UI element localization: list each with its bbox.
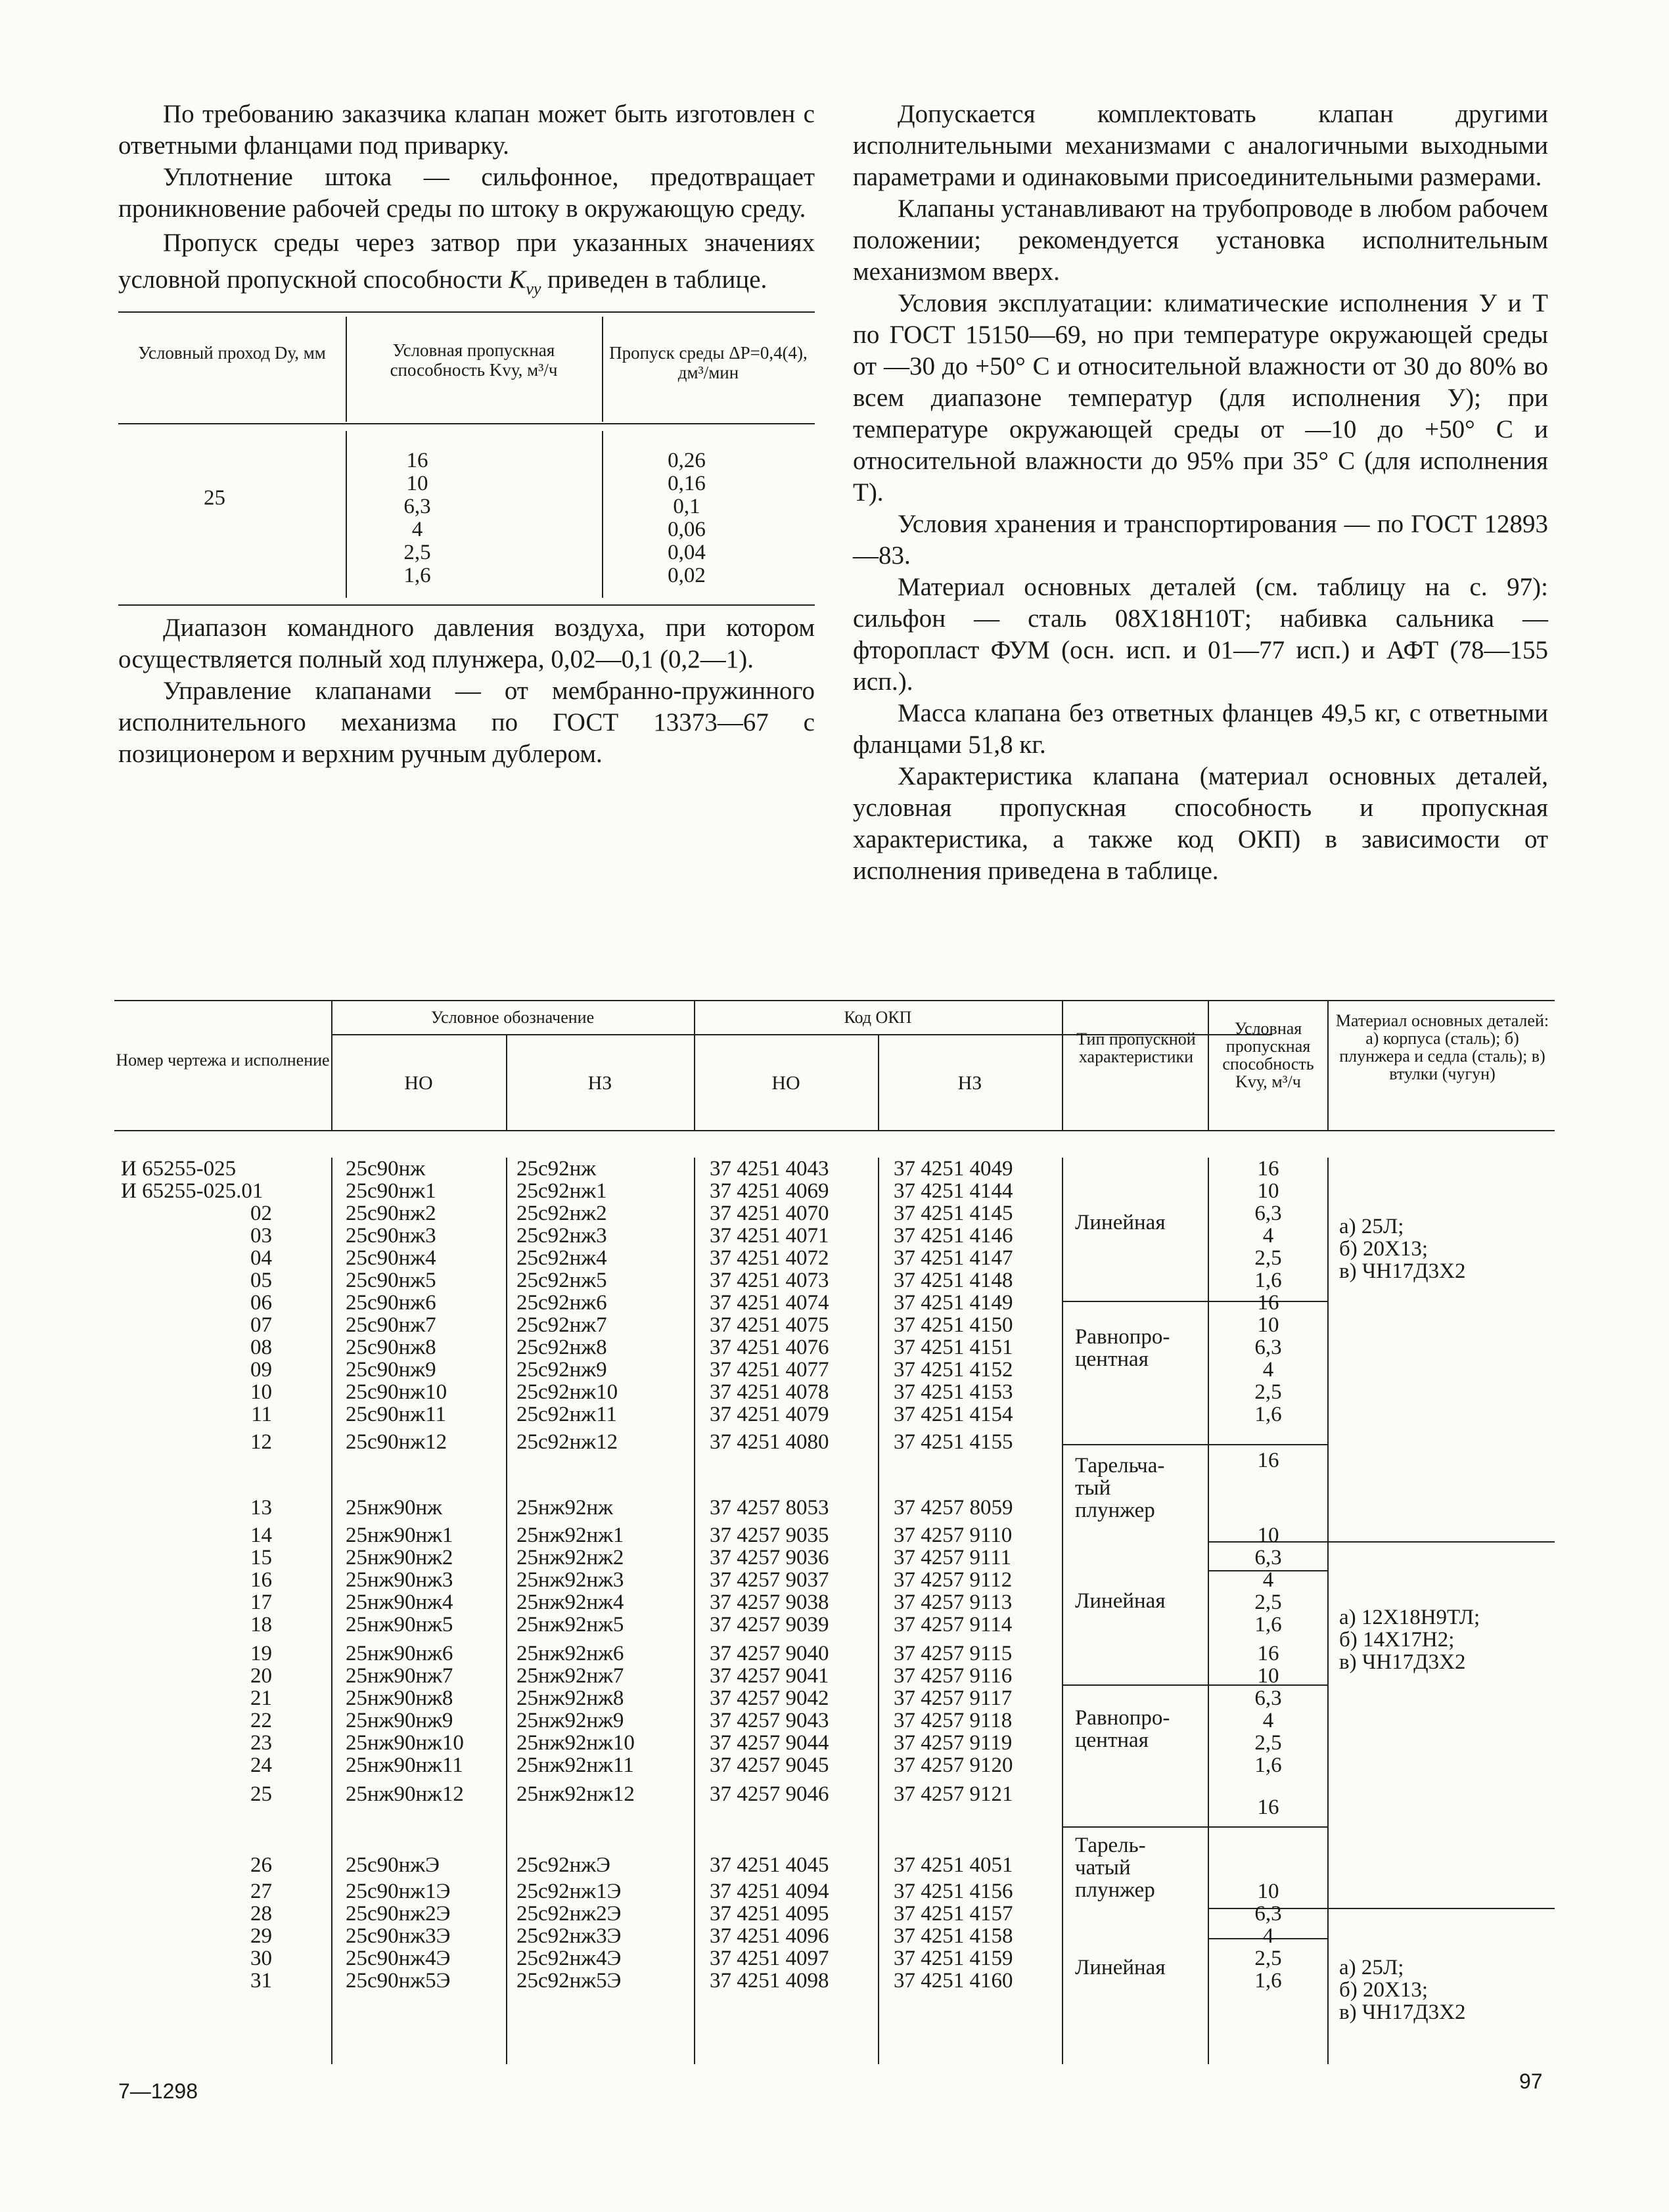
leak-value: 0,16 [668,472,706,495]
designation-no: 25с90нж [346,1157,426,1181]
drawing-number: 29 [250,1924,272,1948]
header-dy: Условный проход Dу, мм [138,343,326,363]
okp-nz: 37 4257 9110 [894,1524,1013,1547]
type-plate-plunger: Тарель- чатый плунжер [1075,1834,1155,1902]
drawing-number: 27 [250,1880,272,1903]
leak-value: 0,1 [673,495,700,518]
kvy-value: 6,3 [1254,1202,1282,1225]
designation-nz: 25с92нж1Э [516,1880,622,1903]
paragraph: Характеристика клапана (материал основных деталей, условная пропускная способность и пропускная характеристика, а также код ОКП) в зависимости от исполнения приведена в таблице. [853,762,1548,885]
type-equal-percentage: Равнопро- центная [1075,1325,1170,1371]
header-leak: Пропуск среды ΔP=0,4(4), дм³/мин [609,343,808,382]
designation-nz: 25нж92нж6 [516,1642,624,1665]
paragraph: Условия хранения и транспортирования — по ГОСТ 12893—83. [853,510,1548,570]
okp-no: 37 4251 4094 [710,1880,829,1903]
material-line: б) 20Х13; [1339,1237,1429,1261]
designation-no: 25нж90нж7 [346,1664,453,1688]
designation-no: 25с90нж1Э [346,1880,451,1903]
designation-no: 25нж90нж5 [346,1613,453,1636]
paragraph: По требованию заказчика клапан может быть изготовлен с ответными фланцами под приварку. [118,100,815,160]
okp-no: 37 4251 4080 [710,1430,829,1454]
kvy-value: 1,6 [403,564,431,587]
drawing-number: 22 [250,1709,272,1732]
material-group-3 [1339,1956,1465,2023]
kvy-value: 10 [1257,1313,1279,1337]
designation-no: 25с90нж6 [346,1291,436,1315]
kvy-value: 10 [1257,1664,1279,1688]
okp-no: 37 4257 9042 [710,1686,829,1710]
table-row [114,1854,1555,1876]
designation-nz: 25с92нж4 [516,1246,607,1270]
kvy-value: 1,6 [1254,1613,1282,1636]
designation-no: 25с90нж2 [346,1202,436,1225]
designation-no: 25нж90нж1 [346,1524,453,1547]
paragraph: Диапазон командного давления воздуха, при котором осуществляется полный ход плунжера, 0,02—0,1 (0,2—1). [118,614,815,673]
kvy-value: 16 [1257,1157,1279,1181]
okp-no: 37 4257 9045 [710,1753,829,1777]
table-row [114,1880,1555,1903]
designation-no: 25с90нж1 [346,1179,436,1203]
table-row [114,1687,1555,1709]
okp-no: 37 4257 9035 [710,1524,829,1547]
kvy-values [384,449,450,587]
designation-no: 25с90нж4Э [346,1947,451,1970]
designation-nz: 25нж92нж12 [516,1782,635,1806]
okp-no: 37 4251 4096 [710,1924,829,1948]
designation-no: 25с90нж4 [346,1246,436,1270]
kvy-value: 4 [1262,1224,1274,1248]
kvy-value: 4 [1262,1709,1274,1732]
table-row [114,1546,1555,1569]
right-column [853,99,1548,887]
okp-nz: 37 4251 4146 [894,1224,1013,1248]
type-linear: Линейная [1075,1589,1166,1613]
table-row [114,1292,1555,1314]
okp-no: 37 4251 4079 [710,1403,829,1426]
designation-no: 25с90нжЭ [346,1853,440,1877]
kvy-value: 16 [1257,1449,1279,1472]
leak-value: 0,06 [668,518,706,541]
header-kvy: Условная пропускная способность Kvу, м³/ч [390,340,558,380]
okp-no: 37 4251 4075 [710,1313,829,1337]
okp-no: 37 4251 4072 [710,1246,829,1270]
okp-nz: 37 4251 4151 [894,1336,1013,1359]
drawing-number: 15 [250,1546,272,1569]
designation-no: 25с90нж12 [346,1430,447,1454]
leak-value: 0,02 [668,564,706,587]
type-linear: Линейная [1075,1211,1166,1234]
leak-values [637,449,736,587]
designation-no: 25нж90нж3 [346,1568,453,1592]
designation-nz: 25с92нж9 [516,1358,607,1382]
drawing-number: 03 [250,1224,272,1248]
designation-nz: 25с92нж4Э [516,1947,622,1970]
kvy-value: 6,3 [1254,1546,1282,1569]
designation-nz: 25с92нж5Э [516,1969,622,1993]
designation-nz: 25с92нжЭ [516,1853,610,1877]
designation-no: 25с90нж8 [346,1336,436,1359]
designation-nz: 25нж92нж9 [516,1709,624,1732]
designation-no: 25нж90нж12 [346,1782,464,1806]
okp-nz: 37 4257 9115 [894,1642,1013,1665]
left-column [118,99,815,770]
table-row [114,1782,1555,1819]
okp-nz: 37 4251 4148 [894,1269,1013,1292]
drawing-number: И 65255-025.01 [121,1179,263,1203]
drawing-number: 04 [250,1246,272,1270]
designation-nz: 25с92нж3 [516,1224,607,1248]
kvy-value: 1,6 [1254,1403,1282,1426]
drawing-number: 08 [250,1336,272,1359]
designation-no: 25с90нж9 [346,1358,436,1382]
drawing-number: 18 [250,1613,272,1636]
dy-value: 25 [204,486,225,510]
okp-no: 37 4257 9037 [710,1568,829,1592]
drawing-number: 12 [250,1430,272,1454]
header-designation-no: НО [404,1072,433,1094]
designation-nz: 25нж92нж8 [516,1686,624,1710]
drawing-number: 06 [250,1291,272,1315]
designation-nz: 25нж92нж3 [516,1568,624,1592]
kvy-value: 2,5 [1254,1380,1282,1404]
okp-nz: 37 4251 4153 [894,1380,1013,1404]
designation-nz: 25нж92нж11 [516,1753,634,1777]
okp-nz: 37 4257 9116 [894,1664,1013,1688]
table-row [114,1709,1555,1732]
kvy-value: 10 [1257,1524,1279,1547]
designation-no: 25с90нж3Э [346,1924,451,1948]
designation-no: 25с90нж3 [346,1224,436,1248]
okp-nz: 37 4251 4049 [894,1157,1013,1181]
designation-nz: 25нж92нж7 [516,1664,624,1688]
okp-no: 37 4251 4043 [710,1157,829,1181]
okp-nz: 37 4257 9117 [894,1686,1013,1710]
drawing-number: 28 [250,1902,272,1926]
designation-no: 25с90нж5Э [346,1969,451,1993]
kvy-value: 6,3 [1254,1902,1282,1926]
okp-nz: 37 4257 9120 [894,1753,1013,1777]
okp-nz: 37 4251 4147 [894,1246,1013,1270]
okp-nz: 37 4257 8059 [894,1496,1013,1520]
designation-nz: 25с92нж10 [516,1380,618,1404]
designation-no: 25с90нж11 [346,1403,446,1426]
drawing-number: 10 [250,1380,272,1404]
okp-nz: 37 4251 4144 [894,1179,1013,1203]
okp-nz: 37 4251 4150 [894,1313,1013,1337]
okp-nz: 37 4257 9119 [894,1731,1013,1755]
okp-nz: 37 4251 4152 [894,1358,1013,1382]
okp-nz: 37 4251 4145 [894,1202,1013,1225]
kvy-value: 4 [411,518,423,541]
table-row [114,1925,1555,1947]
okp-nz: 37 4257 9113 [894,1591,1013,1614]
kvy-symbol: K [509,265,526,294]
okp-nz: 37 4257 9114 [894,1613,1013,1636]
okp-no: 37 4251 4069 [710,1179,829,1203]
kvy-value: 10 [1257,1880,1279,1903]
designation-nz: 25с92нж7 [516,1313,607,1337]
okp-nz: 37 4257 9112 [894,1568,1013,1592]
paragraph: Масса клапана без ответных фланцев 49,5 кг, с ответными фланцами 51,8 кг. [853,699,1548,759]
okp-no: 37 4251 4045 [710,1853,829,1877]
kvy-value: 1,6 [1254,1753,1282,1777]
kvy-value: 1,6 [1254,1969,1282,1993]
okp-nz: 37 4257 9118 [894,1709,1013,1732]
drawing-number: 17 [250,1591,272,1614]
table-row [114,1314,1555,1336]
table-row [114,1497,1555,1519]
designation-no: 25с90нж5 [346,1269,436,1292]
okp-nz: 37 4257 9111 [894,1546,1012,1569]
designation-nz: 25нж92нж10 [516,1731,635,1755]
designation-nz: 25с92нж5 [516,1269,607,1292]
okp-nz: 37 4251 4156 [894,1880,1013,1903]
designation-nz: 25с92нж6 [516,1291,607,1315]
kvy-value: 6,3 [403,495,431,518]
okp-no: 37 4251 4078 [710,1380,829,1404]
header-drawing: Номер чертежа и исполнение [116,1050,330,1070]
okp-no: 37 4257 9046 [710,1782,829,1806]
kvy-value: 10 [406,472,428,495]
okp-nz: 37 4257 9121 [894,1782,1013,1806]
type-plate-plunger: Тарельча- тый плунжер [1075,1454,1165,1522]
table-row [114,1569,1555,1591]
table-row [114,1359,1555,1381]
material-line: а) 25Л; [1339,1215,1404,1238]
designation-nz: 25с92нж2Э [516,1902,622,1926]
material-line: в) ЧН17Д3Х2 [1339,2000,1466,2024]
leak-value: 0,26 [668,449,706,472]
table-row [114,1158,1555,1180]
paragraph: Управление клапанами — от мембранно-пружинного исполнительного механизма по ГОСТ 13373—67 с позиционером и верхним ручным дублером. [118,677,815,768]
kvy-value: 2,5 [1254,1947,1282,1970]
designation-no: 25нж90нж10 [346,1731,464,1755]
okp-no: 37 4257 9043 [710,1709,829,1732]
okp-no: 37 4251 4097 [710,1947,829,1970]
okp-no: 37 4251 4074 [710,1291,829,1315]
okp-no: 37 4251 4077 [710,1358,829,1382]
drawing-number: 11 [251,1403,272,1426]
designation-nz: 25нж92нж4 [516,1591,624,1614]
designation-nz: 25нж92нж2 [516,1546,624,1569]
designation-no: 25нж90нж2 [346,1546,453,1569]
designation-no: 25нж90нж8 [346,1686,453,1710]
page-number: 97 [1519,2069,1543,2093]
okp-no: 37 4251 4073 [710,1269,829,1292]
designation-nz: 25нж92нж5 [516,1613,624,1636]
header-okp-no: НО [771,1072,800,1094]
drawing-number: 07 [250,1313,272,1337]
header-designation: Условное обозначение [430,1008,595,1027]
designation-nz: 25с92нж8 [516,1336,607,1359]
kvy-value: 16 [1257,1291,1279,1315]
material-line: а) 25Л; [1339,1956,1404,1979]
material-line: б) 20Х13; [1339,1978,1429,2002]
okp-no: 37 4257 9041 [710,1664,829,1688]
kvy-value: 2,5 [1254,1591,1282,1614]
kvy-value: 1,6 [1254,1269,1282,1292]
okp-no: 37 4257 9036 [710,1546,829,1569]
drawing-number: И 65255-025 [121,1157,237,1181]
drawing-number: 19 [250,1642,272,1665]
drawing-number: 16 [250,1568,272,1592]
characteristics-table [114,985,1555,2063]
leak-value: 0,04 [668,541,706,564]
designation-no: 25нж90нж9 [346,1709,453,1732]
okp-no: 37 4257 9044 [710,1731,829,1755]
paragraph: Уплотнение штока — сильфонное, предотвращает проникновение рабочей среды по штоку в окружающую среду. [118,163,815,223]
okp-nz: 37 4251 4160 [894,1969,1013,1993]
table-row [114,1336,1555,1359]
okp-nz: 37 4251 4158 [894,1924,1013,1948]
designation-no: 25нж90нж4 [346,1591,453,1614]
kvy-value: 16 [1257,1795,1279,1819]
paragraph [118,225,815,307]
kvy-value: 4 [1262,1568,1274,1592]
designation-no: 25с90нж10 [346,1380,447,1404]
header-okp: Код ОКП [844,1008,912,1027]
okp-no: 37 4251 4098 [710,1969,829,1993]
paragraph: Материал основных деталей (см. таблицу на с. 97): сильфон — сталь 08Х18Н10Т; набивка сальника — фторопласт ФУМ (осн. исп. и 01—77 исп.) и АФТ (78—155 исп.). [853,573,1548,696]
okp-no: 37 4251 4070 [710,1202,829,1225]
header-designation-nz: НЗ [587,1072,612,1094]
designation-nz: 25с92нж12 [516,1430,618,1454]
designation-no: 25нж90нж6 [346,1642,453,1665]
material-line: б) 14Х17Н2; [1339,1628,1455,1652]
drawing-number: 30 [250,1947,272,1970]
designation-nz: 25с92нж [516,1157,597,1181]
okp-nz: 37 4251 4159 [894,1947,1013,1970]
okp-no: 37 4251 4076 [710,1336,829,1359]
designation-no: 25с90нж2Э [346,1902,451,1926]
table-row [114,1754,1555,1776]
drawing-number: 20 [250,1664,272,1688]
type-linear: Линейная [1075,1956,1166,1979]
kvy-value: 10 [1257,1179,1279,1203]
okp-nz: 37 4251 4155 [894,1430,1013,1454]
okp-no: 37 4251 4095 [710,1902,829,1926]
drawing-number: 26 [250,1853,272,1877]
okp-no: 37 4257 9039 [710,1613,829,1636]
designation-nz: 25с92нж2 [516,1202,607,1225]
table-row [114,1903,1555,1925]
material-line: в) ЧН17Д3Х2 [1339,1259,1466,1283]
kvy-value: 6,3 [1254,1686,1282,1710]
type-equal-percentage: Равнопро- центная [1075,1706,1170,1752]
header-type: Тип пропускной характеристики [1076,1029,1196,1066]
okp-no: 37 4251 4071 [710,1224,829,1248]
table-row [114,1180,1555,1202]
kvy-value: 16 [1257,1642,1279,1665]
okp-nz: 37 4251 4149 [894,1291,1013,1315]
drawing-number: 21 [250,1686,272,1710]
table-row [114,1732,1555,1754]
kvy-value: 4 [1262,1924,1274,1948]
header-kvy: Условная пропускная способность Kvу, м³/ч [1222,1019,1314,1091]
designation-nz: 25с92нж3Э [516,1924,622,1948]
material-group-2 [1339,1606,1480,1673]
table-row [114,1381,1555,1403]
drawing-number: 24 [250,1753,272,1777]
material-line: а) 12Х18Н9ТЛ; [1339,1606,1480,1629]
kvy-value: 2,5 [403,541,431,564]
drawing-number: 14 [250,1524,272,1547]
designation-no: 25с90нж7 [346,1313,436,1337]
okp-nz: 37 4251 4157 [894,1902,1013,1926]
header-okp-nz: НЗ [957,1072,982,1094]
table-row [114,1403,1555,1426]
designation-nz: 25с92нж11 [516,1403,617,1426]
material-line: в) ЧН17Д3Х2 [1339,1650,1466,1674]
okp-no: 37 4257 9038 [710,1591,829,1614]
material-group-1 [1339,1215,1465,1282]
designation-no: 25нж90нж [346,1496,442,1520]
kvy-value: 6,3 [1254,1336,1282,1359]
drawing-number: 02 [250,1202,272,1225]
footer-code: 7—1298 [118,2079,198,2103]
header-material: Материал основных деталей: а) корпуса (сталь); б) плунжера и седла (сталь); в) втулки (чугун) [1335,1011,1549,1083]
paragraph-text: Пропуск среды через затвор при указанных значениях условной пропускной способности [118,229,815,294]
table-row [114,1524,1555,1546]
okp-no: 37 4257 9040 [710,1642,829,1665]
drawing-number: 09 [250,1358,272,1382]
paragraph: Клапаны устанавливают на трубопроводе в любом рабочем положении; рекомендуется установка исполнительным механизмом вверх. [853,194,1548,286]
designation-nz: 25нж92нж1 [516,1524,624,1547]
designation-nz: 25с92нж1 [516,1179,607,1203]
kvy-value: 16 [406,449,428,472]
drawing-number: 23 [250,1731,272,1755]
drawing-number: 25 [250,1782,272,1806]
okp-nz: 37 4251 4154 [894,1403,1013,1426]
drawing-number: 05 [250,1269,272,1292]
drawing-number: 31 [250,1969,272,1993]
leakage-table [118,311,815,606]
drawing-number: 13 [250,1496,272,1520]
okp-nz: 37 4251 4051 [894,1853,1013,1877]
table-row [114,1430,1555,1472]
kvy-value: 2,5 [1254,1731,1282,1755]
paragraph: Условия эксплуатации: климатические исполнения У и Т по ГОСТ 15150—69, но при температуре окружающей среды от —30 до +50° С и относительной влажности от 30 до 80% во всем диапазоне температур (для исполнения У); при температуре окружающей среды от —10 до +50° С и относительной влажности до 95% при 35° С (для исполнения Т). [853,289,1548,507]
paragraph: Допускается комплектовать клапан другими исполнительными механизмами с аналогичными выходными параметрами и одинаковыми присоединительными размерами. [853,100,1548,191]
designation-nz: 25нж92нж [516,1496,613,1520]
okp-no: 37 4257 8053 [710,1496,829,1520]
paragraph-text: приведен в таблице. [547,265,767,294]
kvy-subscript: vy [526,279,541,298]
designation-no: 25нж90нж11 [346,1753,463,1777]
kvy-value: 4 [1262,1358,1274,1382]
kvy-value: 2,5 [1254,1246,1282,1270]
